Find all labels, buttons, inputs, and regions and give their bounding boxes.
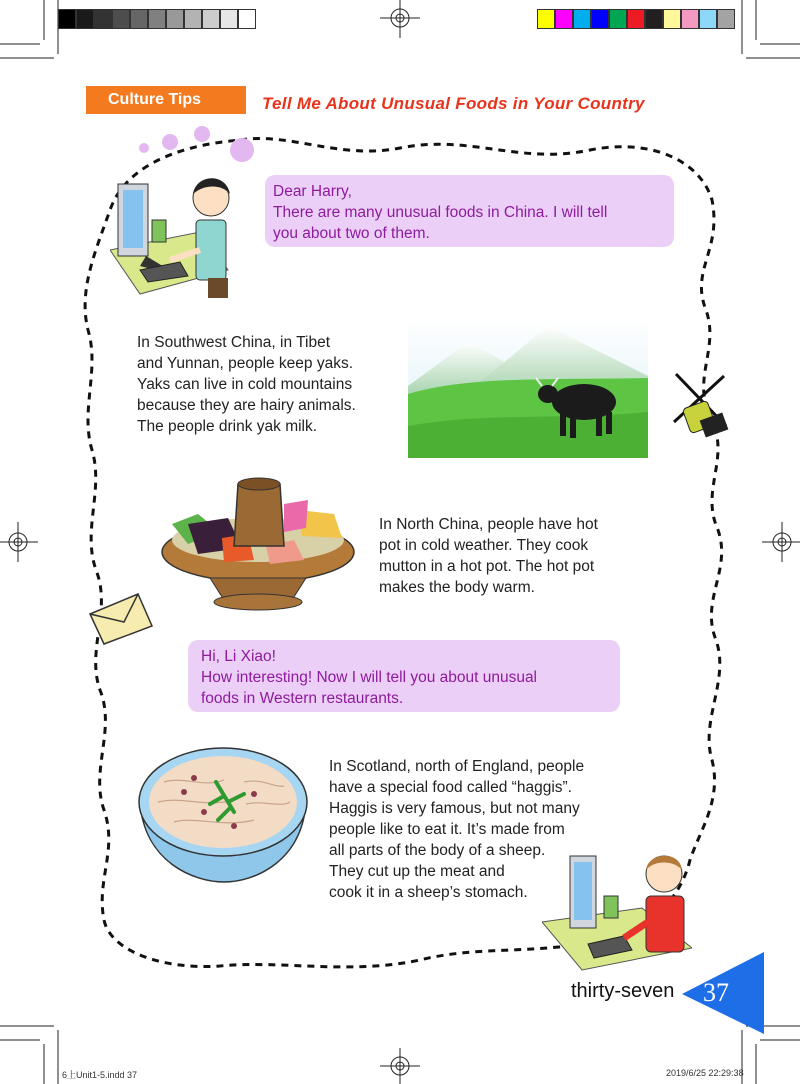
hotpot-line: mutton in a hot pot. The hot pot <box>379 558 595 575</box>
haggis-line: In Scotland, north of England, people <box>329 758 585 775</box>
haggis-line: people like to eat it. It’s made from <box>329 821 565 838</box>
tibet-line: In Southwest China, in Tibet <box>137 334 331 351</box>
haggis-line: all parts of the body of a sheep. <box>329 842 546 859</box>
haggis-line: They cut up the meat and <box>329 863 505 880</box>
footer-file-name: 6上Unit1-5.indd 37 <box>62 1070 138 1080</box>
letter1-line: Dear Harry, <box>273 183 352 200</box>
yak-mountain-photo <box>408 316 648 458</box>
culture-tips-tag: Culture Tips <box>86 86 246 114</box>
page-title: Tell Me About Unusual Foods in Your Country <box>262 94 645 113</box>
haggis-line: cook it in a sheep’s stomach. <box>329 884 528 901</box>
tibet-line: and Yunnan, people keep yaks. <box>137 355 354 372</box>
haggis-bowl-illustration <box>134 742 312 884</box>
hotpot-paragraph <box>379 514 598 598</box>
haggis-line: have a special food called “haggis”. <box>329 779 572 796</box>
harry-at-computer-illustration <box>542 852 692 972</box>
hot-pot-illustration <box>158 474 358 616</box>
letter-from-li-xiao <box>265 175 674 247</box>
page-number-word: thirty-seven <box>571 980 675 1002</box>
haggis-line: Haggis is very famous, but not many <box>329 800 580 817</box>
letter1-line: There are many unusual foods in China. I will tell <box>273 204 608 221</box>
letter2-line: How interesting! Now I will tell you about unusual <box>201 669 538 686</box>
page-number: 37 <box>703 978 729 1007</box>
tibet-line: The people drink yak milk. <box>137 418 318 435</box>
envelope-icon <box>86 592 156 646</box>
letter2-line: foods in Western restaurants. <box>201 690 404 707</box>
letter-from-harry <box>188 640 620 712</box>
boy-at-computer-illustration <box>110 170 250 300</box>
footer-timestamp: 2019/6/25 22:29:38 <box>666 1068 744 1078</box>
hotpot-line: makes the body warm. <box>379 579 535 596</box>
tibet-paragraph <box>137 332 356 437</box>
hotpot-line: pot in cold weather. They cook <box>379 537 589 554</box>
hotpot-line: In North China, people have hot <box>379 516 598 533</box>
tibet-line: because they are hairy animals. <box>137 397 356 414</box>
satellite-icon <box>668 370 732 444</box>
letter2-line: Hi, Li Xiao! <box>201 648 276 665</box>
decorative-bubbles <box>130 120 270 170</box>
tibet-line: Yaks can live in cold mountains <box>137 376 353 393</box>
letter1-line: you about two of them. <box>273 225 430 242</box>
